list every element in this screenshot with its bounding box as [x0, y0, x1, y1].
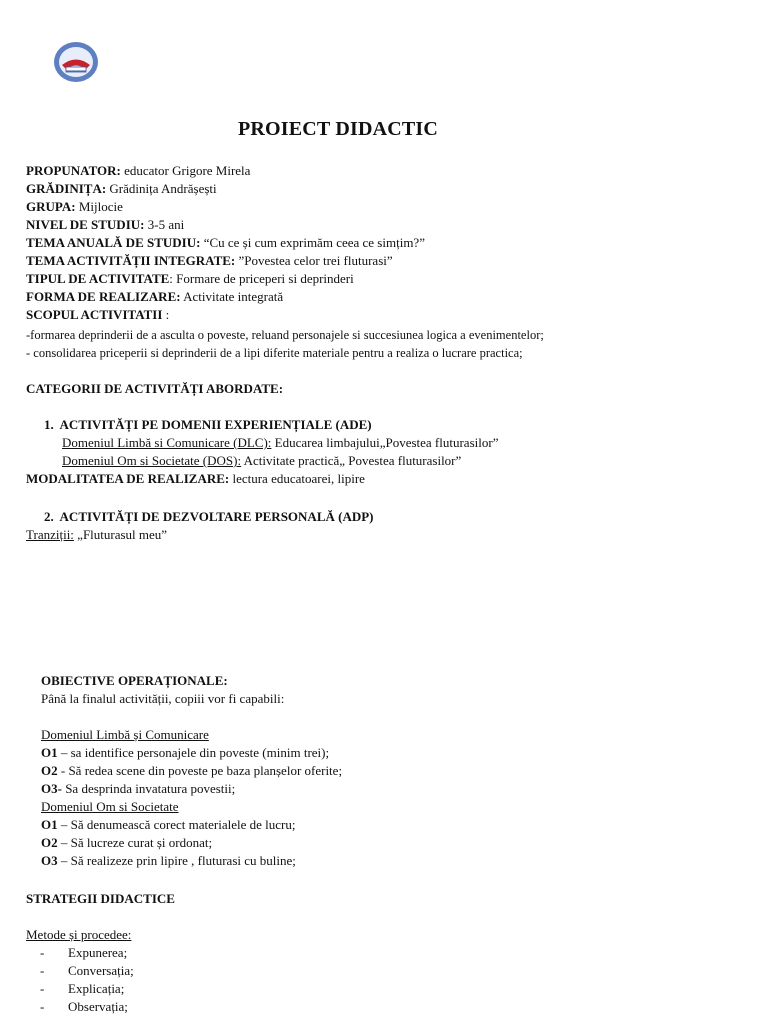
modalitate-realizare: MODALITATEA DE REALIZARE: lectura educatoarei, lipire [26, 471, 365, 486]
list-item: - Conversația; [40, 963, 134, 978]
strategii-heading: STRATEGII DIDACTICE [26, 891, 175, 906]
objective-dlc-1: O1 – sa identifice personajele din poveste (minim trei); [41, 745, 330, 760]
objective-dlc-2: O2 - Să redea scene din poveste pe baza planșelor oferite; [41, 763, 343, 778]
objective-dos-1: O1 – Să denumească corect materialele de lucru; [41, 817, 296, 832]
scop-line-2: - consolidarea priceperii si deprinderii de a lipi diferite materiale pentru a realiza o lucrare practica; [26, 346, 523, 360]
obiective-heading: OBIECTIVE OPERAȚIONALE: [41, 673, 228, 688]
ade-dos: Domeniul Om si Societate (DOS): Activitate practică„ Povestea fluturasilor” [62, 453, 462, 468]
field-tema-activitatii: TEMA ACTIVITĂȚII INTEGRATE: ”Povestea celor trei fluturasi” [26, 253, 393, 268]
adp-heading: 2. ACTIVITĂȚI DE DEZVOLTARE PERSONALĂ (ADP) [44, 509, 374, 524]
field-grupa: GRUPA: Mijlocie [26, 199, 123, 214]
objective-dos-3: O3 – Să realizeze prin lipire , fluturasi cu buline; [41, 853, 296, 868]
institution-logo [52, 40, 100, 84]
categorii-heading: CATEGORII DE ACTIVITĂȚI ABORDATE: [26, 381, 284, 396]
objective-dlc-3: O3- Sa desprinda invatatura povestii; [41, 781, 236, 796]
ade-heading: 1. ACTIVITĂȚI PE DOMENII EXPERIENȚIALE (ADE) [44, 417, 372, 432]
list-item: - Observația; [40, 999, 128, 1014]
obiective-dos-domain: Domeniul Om si Societate [41, 799, 179, 814]
tranzitii: Tranziții: „Fluturasul meu” [26, 527, 168, 542]
list-item: - Explicația; [40, 981, 125, 996]
field-gradinita: GRĂDINIȚA: Grădinița Andrășești [26, 181, 217, 196]
ade-dlc: Domeniul Limbă si Comunicare (DLC): Educarea limbajului„Povestea fluturasilor” [62, 435, 499, 450]
objective-dos-2: O2 – Să lucreze curat și ordonat; [41, 835, 213, 850]
obiective-dlc-domain: Domeniul Limbă și Comunicare [41, 727, 209, 742]
field-nivel: NIVEL DE STUDIU: 3-5 ani [26, 217, 185, 232]
scop-line-1: -formarea deprinderii de a asculta o poveste, reluand personajele si succesiunea logica a evenimentelor; [26, 328, 544, 342]
field-tipul: TIPUL DE ACTIVITATE: Formare de priceperi si deprinderi [26, 271, 354, 286]
page-title: PROIECT DIDACTIC [237, 118, 439, 140]
field-propunator: PROPUNATOR: educator Grigore Mirela [26, 163, 251, 178]
field-tema-anuala: TEMA ANUALĂ DE STUDIU: “Cu ce și cum exprimăm ceea ce simțim?” [26, 235, 425, 250]
obiective-intro: Până la finalul activității, copiii vor fi capabili: [41, 691, 285, 706]
field-scopul: SCOPUL ACTIVITATII : [26, 307, 170, 322]
metode-label: Metode și procedee: [26, 927, 132, 942]
field-forma: FORMA DE REALIZARE: Activitate integrată [26, 289, 284, 304]
list-item: - Expunerea; [40, 945, 128, 960]
